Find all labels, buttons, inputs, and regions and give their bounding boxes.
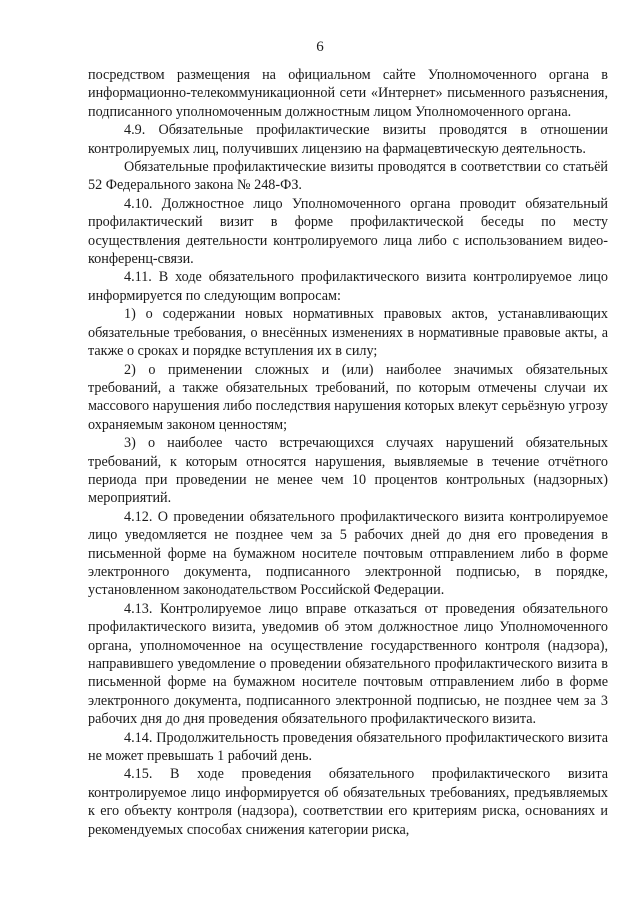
- paragraph-continuation: посредством размещения на официальном сайте Уполномоченного органа в информационно-телекоммуникационной сети «Интернет» письменного разъяснения, подписанного уполномоченным должностным лицом Уполномоченного органа.: [88, 67, 608, 120]
- paragraph-4-10: 4.10. Должностное лицо Уполномоченного органа проводит обязательный профилактический визит в форме профилактической беседы по месту осуществления деятельности контролируемого лица либо с использованием видео-конференц-связи.: [88, 195, 608, 268]
- list-item-1: 1) о содержании новых нормативных правовых актов, устанавливающих обязательные требования, о внесённых изменениях в нормативные правовые акты, а также о сроках и порядке вступления их в силу;: [88, 306, 608, 360]
- list-item-3: 3) о наиболее часто встречающихся случаях нарушений обязательных требований, к которым относятся нарушения, выявляемые в течение отчётного периода при проведении не менее чем 10 процентов контрольных (надзорных) мероприятий.: [88, 435, 608, 507]
- paragraph-4-9-note: Обязательные профилактические визиты проводятся в соответствии со статьёй 52 Федерального закона № 248-ФЗ.: [88, 159, 608, 194]
- paragraph-4-11: 4.11. В ходе обязательного профилактического визита контролируемое лицо информируется по следующим вопросам:: [88, 269, 608, 304]
- paragraph-4-13: 4.13. Контролируемое лицо вправе отказаться от проведения обязательного профилактического визита, уведомив об этом должностное лицо Уполномоченного органа, уполномоченное на осуществление государственного контроля (надзора), направившего уведомление о проведении обязательного профилактического визита в письменной форме на бумажном носителе почтовым отправлением либо в форме электронного документа, подписанного электронной подписью, не позднее чем за 3 рабочих дня до дня проведения обязательного профилактического визита.: [88, 600, 608, 728]
- paragraph-4-12: 4.12. О проведении обязательного профилактического визита контролируемое лицо уведомляется не позднее чем за 5 рабочих дней до дня его проведения в письменной форме на бумажном носителе почтовым отправлением либо в форме электронного документа, подписанного электронной подписью, в порядке, установленном законодательством Российской Федерации.: [88, 508, 608, 599]
- page-number: 6: [316, 39, 324, 55]
- paragraph-4-15: 4.15. В ходе проведения обязательного профилактического визита контролируемое лицо информируется об обязательных требованиях, предъявляемых к его объекту контроля (надзора), соответствии его критериям риска, основаниях и рекомендуемых способах снижения категории риска,: [88, 766, 608, 838]
- list-item-2: 2) о применении сложных и (или) наиболее значимых обязательных требований, а также обязательных требований, по которым отмечены случаи их массового нарушения либо последствия нарушения которых влекут серьёзную угрозу охраняемым законом ценностям;: [88, 361, 608, 433]
- paragraph-4-9: 4.9. Обязательные профилактические визиты проводятся в отношении контролируемых лиц, получивших лицензию на фармацевтическую деятельность.: [88, 122, 608, 157]
- document-body: [88, 66, 608, 839]
- paragraph-4-14: 4.14. Продолжительность проведения обязательного профилактического визита не может превышать 1 рабочий день.: [88, 729, 608, 765]
